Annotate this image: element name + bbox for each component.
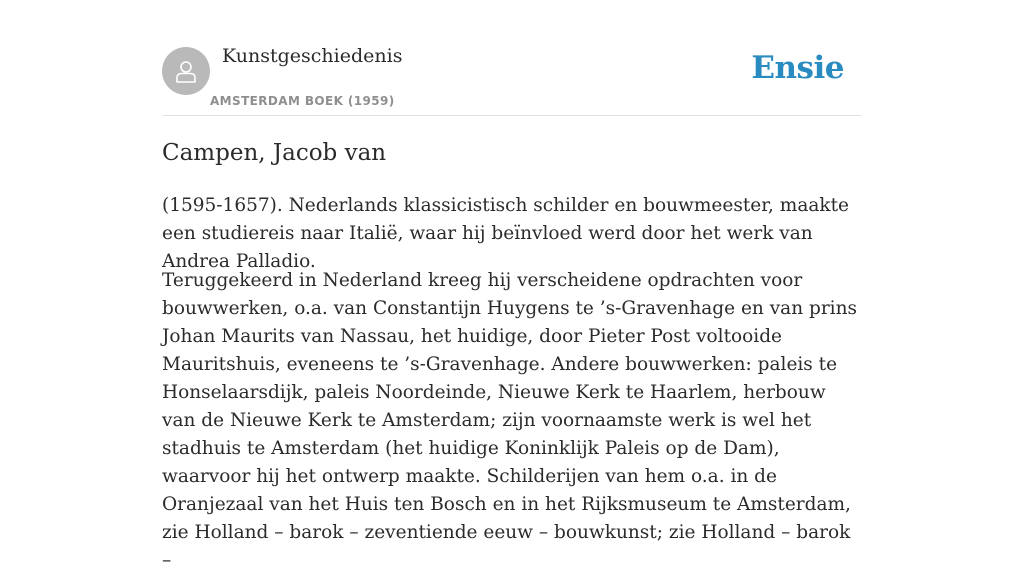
entry-page bbox=[162, 0, 862, 571]
user-icon bbox=[172, 57, 200, 85]
avatar[interactable] bbox=[162, 47, 210, 95]
entry-paragraph: (1595-1657). Nederlands klassicistisch schilder en bouwmeester, maakte een studiereis naar Italië, waar hij beïnvloed werd door het werk van Andrea Palladio. bbox=[162, 195, 849, 272]
brand-logo[interactable]: Ensie bbox=[751, 50, 844, 86]
source-header bbox=[162, 0, 862, 116]
source-title[interactable]: Kunstgeschiedenis bbox=[222, 45, 403, 67]
entry-title: Campen, Jacob van bbox=[162, 140, 387, 166]
source-subtitle[interactable]: AMSTERDAM BOEK (1959) bbox=[210, 94, 395, 108]
entry-paragraph: Teruggekeerd in Nederland kreeg hij verscheidene opdrachten voor bouwwerken, o.a. van Constantijn Huygens te ’s-Gravenhage en van prins Johan Maurits van Nassau, het huidige, door Pieter Post voltooide Mauritshuis, eveneens te ’s-Gravenhage. Andere bouwwerken: paleis te Honselaarsdijk, paleis Noordeinde, Nieuwe Kerk te Haarlem, herbouw van de Nieuwe Kerk te Amsterdam; zijn voornaamste werk is wel het stadhuis te Amsterdam (het huidige Koninklijk Paleis op de Dam), waarvoor hij het ontwerp maakte. Schilderijen van hem o.a. in de Oranjezaal van het Huis ten Bosch en in het Rijksmuseum te Amsterdam, zie Holland – barok – zeventiende eeuw – bouwkunst; zie Holland – barok – bbox=[162, 270, 857, 571]
